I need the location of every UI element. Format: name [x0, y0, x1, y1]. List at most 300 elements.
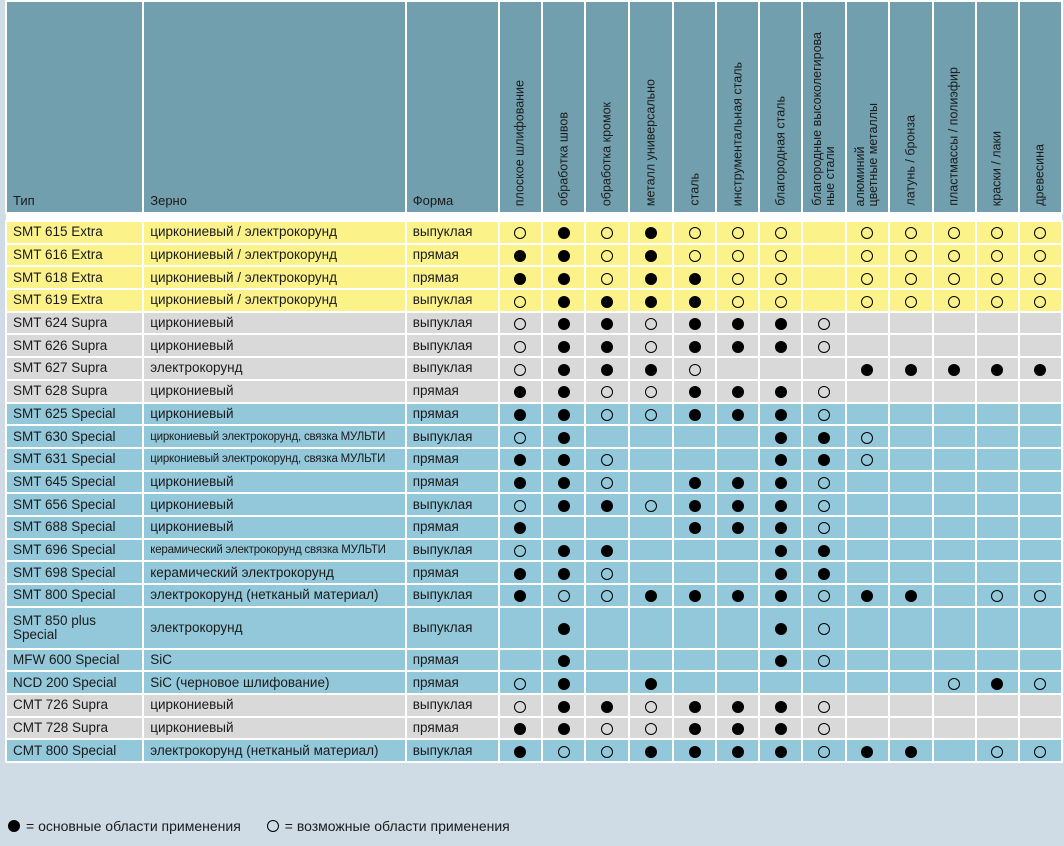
filled-circle-icon: [732, 477, 744, 489]
empty-circle-icon: [645, 500, 657, 512]
cell-application: [585, 607, 629, 649]
cell-application: [1019, 584, 1062, 607]
cell-application: [673, 448, 716, 471]
filled-circle-icon: [689, 522, 701, 534]
cell-application: [846, 493, 889, 516]
cell-application: [889, 717, 933, 740]
cell-type: SMT 624 Supra: [6, 312, 143, 335]
cell-grain: керамический электрокорунд: [143, 561, 405, 584]
legend-possible-label: = возможные области применения: [284, 818, 510, 834]
empty-circle-icon: [645, 341, 657, 353]
filled-circle-icon: [514, 522, 526, 534]
table-row: [6, 380, 1062, 403]
cell-type: SMT 688 Special: [6, 516, 143, 539]
cell-application: [542, 221, 585, 244]
empty-circle-icon: [948, 296, 960, 308]
cell-application: [542, 539, 585, 562]
cell-application: [802, 289, 845, 312]
cell-application: [716, 539, 759, 562]
empty-circle-icon: [514, 545, 526, 557]
empty-circle-icon: [514, 296, 526, 308]
empty-circle-icon: [267, 820, 279, 832]
cell-type: SMT 645 Special: [6, 471, 143, 494]
cell-application: [933, 334, 976, 357]
cell-application: [846, 561, 889, 584]
empty-circle-icon: [601, 568, 613, 580]
filled-circle-icon: [732, 341, 744, 353]
cell-application: [629, 334, 673, 357]
legend-primary-label: = основные области применения: [26, 818, 241, 834]
header-application-label: латунь / бронза: [903, 115, 918, 206]
cell-application: [802, 739, 845, 762]
filled-circle-icon: [645, 227, 657, 239]
cell-application: [673, 334, 716, 357]
header-row: [6, 1, 1062, 213]
cell-application: [759, 221, 802, 244]
cell-form: прямая: [406, 561, 499, 584]
cell-type: CMT 728 Supra: [6, 717, 143, 740]
cell-application: [976, 403, 1019, 426]
header-application: [759, 1, 802, 213]
cell-application: [802, 448, 845, 471]
cell-grain: циркониевый: [143, 312, 405, 335]
cell-application: [933, 425, 976, 448]
empty-circle-icon: [818, 318, 830, 330]
header-application: [802, 1, 845, 213]
cell-application: [542, 584, 585, 607]
cell-application: [1019, 717, 1062, 740]
filled-circle-icon: [689, 590, 701, 602]
cell-grain: электрокорунд (нетканый материал): [143, 739, 405, 762]
cell-application: [629, 471, 673, 494]
filled-circle-icon: [732, 386, 744, 398]
legend: [8, 818, 536, 834]
cell-application: [759, 312, 802, 335]
cell-grain: циркониевый: [143, 471, 405, 494]
cell-type: SMT 800 Special: [6, 584, 143, 607]
cell-form: прямая: [406, 448, 499, 471]
cell-application: [629, 584, 673, 607]
cell-application: [1019, 334, 1062, 357]
cell-application: [846, 357, 889, 380]
cell-application: [673, 694, 716, 717]
filled-circle-icon: [601, 341, 613, 353]
cell-form: выпуклая: [406, 584, 499, 607]
cell-application: [802, 403, 845, 426]
cell-application: [629, 244, 673, 267]
cell-grain: циркониевый / электрокорунд: [143, 244, 405, 267]
filled-circle-icon: [514, 723, 526, 735]
cell-application: [802, 357, 845, 380]
filled-circle-icon: [775, 341, 787, 353]
cell-application: [542, 561, 585, 584]
cell-application: [542, 289, 585, 312]
cell-application: [499, 516, 542, 539]
cell-application: [976, 380, 1019, 403]
cell-grain: циркониевый электрокорунд, связка МУЛЬТИ: [143, 425, 405, 448]
cell-grain: циркониевый электрокорунд, связка МУЛЬТИ: [143, 448, 405, 471]
cell-form: выпуклая: [406, 739, 499, 762]
header-application-label: обработка кромок: [599, 101, 614, 206]
cell-application: [976, 493, 1019, 516]
filled-circle-icon: [689, 296, 701, 308]
empty-circle-icon: [991, 227, 1003, 239]
cell-application: [629, 607, 673, 649]
cell-application: [585, 266, 629, 289]
cell-application: [499, 607, 542, 649]
cell-application: [933, 607, 976, 649]
cell-application: [933, 289, 976, 312]
cell-application: [499, 221, 542, 244]
cell-application: [846, 312, 889, 335]
cell-application: [542, 471, 585, 494]
cell-application: [759, 671, 802, 694]
cell-application: [846, 671, 889, 694]
table-row: [6, 357, 1062, 380]
cell-application: [499, 539, 542, 562]
cell-form: выпуклая: [406, 694, 499, 717]
header-application-label: пластмассы / полиэфир: [946, 67, 961, 206]
cell-application: [542, 671, 585, 694]
cell-application: [889, 539, 933, 562]
empty-circle-icon: [991, 746, 1003, 758]
filled-circle-icon: [514, 409, 526, 421]
filled-circle-icon: [905, 364, 917, 376]
cell-application: [802, 717, 845, 740]
cell-application: [629, 717, 673, 740]
filled-circle-icon: [514, 590, 526, 602]
empty-circle-icon: [991, 296, 1003, 308]
cell-application: [1019, 425, 1062, 448]
cell-application: [976, 244, 1019, 267]
filled-circle-icon: [775, 500, 787, 512]
cell-application: [542, 312, 585, 335]
cell-application: [673, 649, 716, 672]
cell-application: [1019, 671, 1062, 694]
cell-form: выпуклая: [406, 493, 499, 516]
cell-application: [716, 471, 759, 494]
cell-application: [802, 380, 845, 403]
filled-circle-icon: [818, 454, 830, 466]
empty-circle-icon: [818, 477, 830, 489]
table-row: [6, 493, 1062, 516]
header-application-label: инструментальная сталь: [730, 61, 745, 206]
filled-circle-icon: [558, 723, 570, 735]
cell-application: [585, 312, 629, 335]
filled-circle-icon: [775, 655, 787, 667]
header-application: [976, 1, 1019, 213]
cell-application: [759, 584, 802, 607]
filled-circle-icon: [775, 386, 787, 398]
cell-application: [759, 289, 802, 312]
header-application-label: обработка швов: [556, 112, 571, 206]
cell-grain: циркониевый: [143, 516, 405, 539]
empty-circle-icon: [601, 250, 613, 262]
cell-application: [629, 516, 673, 539]
cell-application: [716, 425, 759, 448]
cell-application: [846, 739, 889, 762]
empty-circle-icon: [818, 522, 830, 534]
cell-application: [759, 561, 802, 584]
cell-application: [542, 266, 585, 289]
empty-circle-icon: [991, 590, 1003, 602]
cell-application: [716, 671, 759, 694]
table-row: [6, 717, 1062, 740]
cell-application: [716, 244, 759, 267]
filled-circle-icon: [775, 723, 787, 735]
filled-circle-icon: [732, 522, 744, 534]
cell-application: [629, 739, 673, 762]
filled-circle-icon: [558, 273, 570, 285]
cell-application: [673, 539, 716, 562]
filled-circle-icon: [689, 386, 701, 398]
empty-circle-icon: [861, 432, 873, 444]
filled-circle-icon: [818, 432, 830, 444]
cell-application: [542, 694, 585, 717]
cell-application: [499, 357, 542, 380]
cell-application: [542, 448, 585, 471]
cell-application: [716, 380, 759, 403]
empty-circle-icon: [1034, 746, 1046, 758]
cell-application: [716, 584, 759, 607]
filled-circle-icon: [514, 273, 526, 285]
empty-circle-icon: [861, 250, 873, 262]
legend-primary: [8, 818, 241, 834]
filled-circle-icon: [732, 409, 744, 421]
cell-grain: электрокорунд: [143, 607, 405, 649]
empty-circle-icon: [514, 227, 526, 239]
cell-application: [759, 694, 802, 717]
cell-application: [585, 334, 629, 357]
cell-application: [1019, 357, 1062, 380]
cell-application: [889, 403, 933, 426]
cell-application: [673, 516, 716, 539]
cell-form: прямая: [406, 649, 499, 672]
filled-circle-icon: [775, 623, 787, 635]
filled-circle-icon: [991, 364, 1003, 376]
cell-application: [933, 649, 976, 672]
cell-application: [889, 471, 933, 494]
cell-application: [976, 471, 1019, 494]
cell-application: [846, 694, 889, 717]
filled-circle-icon: [514, 386, 526, 398]
cell-application: [976, 671, 1019, 694]
header-application-label: сталь: [687, 173, 702, 206]
empty-circle-icon: [905, 273, 917, 285]
cell-application: [889, 561, 933, 584]
cell-application: [846, 649, 889, 672]
table-row: [6, 539, 1062, 562]
cell-application: [542, 607, 585, 649]
filled-circle-icon: [558, 655, 570, 667]
cell-application: [976, 539, 1019, 562]
cell-application: [716, 289, 759, 312]
cell-type: SMT 850 plus Special: [6, 607, 143, 649]
cell-type: SMT 616 Extra: [6, 244, 143, 267]
filled-circle-icon: [558, 454, 570, 466]
table-row: [6, 221, 1062, 244]
cell-application: [673, 244, 716, 267]
header-application: [629, 1, 673, 213]
cell-application: [889, 493, 933, 516]
filled-circle-icon: [514, 454, 526, 466]
empty-circle-icon: [601, 273, 613, 285]
table-row: [6, 607, 1062, 649]
filled-circle-icon: [905, 746, 917, 758]
filled-circle-icon: [558, 227, 570, 239]
cell-application: [716, 717, 759, 740]
cell-form: выпуклая: [406, 539, 499, 562]
cell-form: выпуклая: [406, 312, 499, 335]
cell-application: [1019, 289, 1062, 312]
header-application-label: краски / лаки: [989, 130, 1004, 206]
cell-application: [802, 244, 845, 267]
filled-circle-icon: [732, 318, 744, 330]
cell-type: CMT 726 Supra: [6, 694, 143, 717]
filled-circle-icon: [645, 296, 657, 308]
cell-application: [933, 561, 976, 584]
empty-circle-icon: [601, 723, 613, 735]
empty-circle-icon: [558, 590, 570, 602]
cell-application: [976, 312, 1019, 335]
cell-application: [759, 380, 802, 403]
empty-circle-icon: [645, 386, 657, 398]
cell-grain: керамический электрокорунд связка МУЛЬТИ: [143, 539, 405, 562]
cell-application: [1019, 493, 1062, 516]
empty-circle-icon: [514, 701, 526, 713]
cell-application: [585, 739, 629, 762]
cell-grain: циркониевый: [143, 403, 405, 426]
cell-application: [889, 584, 933, 607]
cell-application: [716, 357, 759, 380]
empty-circle-icon: [514, 364, 526, 376]
cell-application: [542, 493, 585, 516]
filled-circle-icon: [645, 250, 657, 262]
cell-type: SMT 630 Special: [6, 425, 143, 448]
cell-application: [629, 649, 673, 672]
filled-circle-icon: [689, 500, 701, 512]
cell-application: [499, 289, 542, 312]
cell-application: [1019, 539, 1062, 562]
empty-circle-icon: [601, 477, 613, 489]
cell-application: [1019, 312, 1062, 335]
table-row: [6, 649, 1062, 672]
cell-grain: циркониевый: [143, 380, 405, 403]
cell-application: [542, 244, 585, 267]
cell-application: [976, 357, 1019, 380]
cell-application: [933, 493, 976, 516]
filled-circle-icon: [558, 341, 570, 353]
cell-type: CMT 800 Special: [6, 739, 143, 762]
cell-type: SMT 656 Special: [6, 493, 143, 516]
empty-circle-icon: [818, 386, 830, 398]
header-application: [846, 1, 889, 213]
empty-circle-icon: [818, 723, 830, 735]
filled-circle-icon: [558, 318, 570, 330]
filled-circle-icon: [775, 590, 787, 602]
filled-circle-icon: [991, 678, 1003, 690]
cell-application: [585, 539, 629, 562]
cell-application: [802, 425, 845, 448]
cell-application: [759, 739, 802, 762]
cell-application: [759, 471, 802, 494]
cell-application: [802, 516, 845, 539]
filled-circle-icon: [689, 746, 701, 758]
empty-circle-icon: [818, 590, 830, 602]
cell-application: [629, 380, 673, 403]
cell-application: [933, 221, 976, 244]
empty-circle-icon: [775, 296, 787, 308]
cell-application: [673, 471, 716, 494]
cell-application: [716, 739, 759, 762]
empty-circle-icon: [601, 409, 613, 421]
cell-type: SMT 615 Extra: [6, 221, 143, 244]
cell-application: [846, 471, 889, 494]
cell-application: [889, 649, 933, 672]
cell-application: [759, 403, 802, 426]
cell-application: [889, 425, 933, 448]
cell-application: [629, 266, 673, 289]
cell-application: [802, 471, 845, 494]
header-application-label: благородные высоколегирова ные стали: [809, 32, 837, 206]
cell-application: [889, 448, 933, 471]
cell-application: [542, 403, 585, 426]
header-application: [933, 1, 976, 213]
cell-application: [1019, 380, 1062, 403]
cell-application: [889, 221, 933, 244]
cell-application: [1019, 694, 1062, 717]
empty-circle-icon: [514, 432, 526, 444]
cell-application: [802, 539, 845, 562]
cell-application: [585, 357, 629, 380]
empty-circle-icon: [818, 623, 830, 635]
header-grain: Зерно: [143, 1, 405, 213]
filled-circle-icon: [1034, 364, 1046, 376]
cell-application: [716, 312, 759, 335]
cell-application: [716, 448, 759, 471]
filled-circle-icon: [601, 545, 613, 557]
cell-application: [933, 244, 976, 267]
table-row: [6, 244, 1062, 267]
cell-application: [585, 493, 629, 516]
cell-application: [846, 244, 889, 267]
filled-circle-icon: [905, 590, 917, 602]
cell-application: [933, 403, 976, 426]
cell-application: [933, 266, 976, 289]
cell-application: [759, 425, 802, 448]
empty-circle-icon: [601, 746, 613, 758]
cell-application: [759, 516, 802, 539]
cell-application: [759, 357, 802, 380]
cell-form: прямая: [406, 403, 499, 426]
header-application: [1019, 1, 1062, 213]
cell-application: [1019, 448, 1062, 471]
abrasive-application-table: [5, 0, 1063, 763]
cell-application: [629, 694, 673, 717]
cell-application: [802, 584, 845, 607]
cell-application: [629, 493, 673, 516]
cell-application: [1019, 561, 1062, 584]
cell-application: [499, 671, 542, 694]
cell-application: [933, 357, 976, 380]
filled-circle-icon: [818, 545, 830, 557]
filled-circle-icon: [601, 500, 613, 512]
cell-application: [759, 717, 802, 740]
cell-application: [976, 516, 1019, 539]
cell-application: [716, 649, 759, 672]
cell-application: [759, 448, 802, 471]
empty-circle-icon: [861, 454, 873, 466]
